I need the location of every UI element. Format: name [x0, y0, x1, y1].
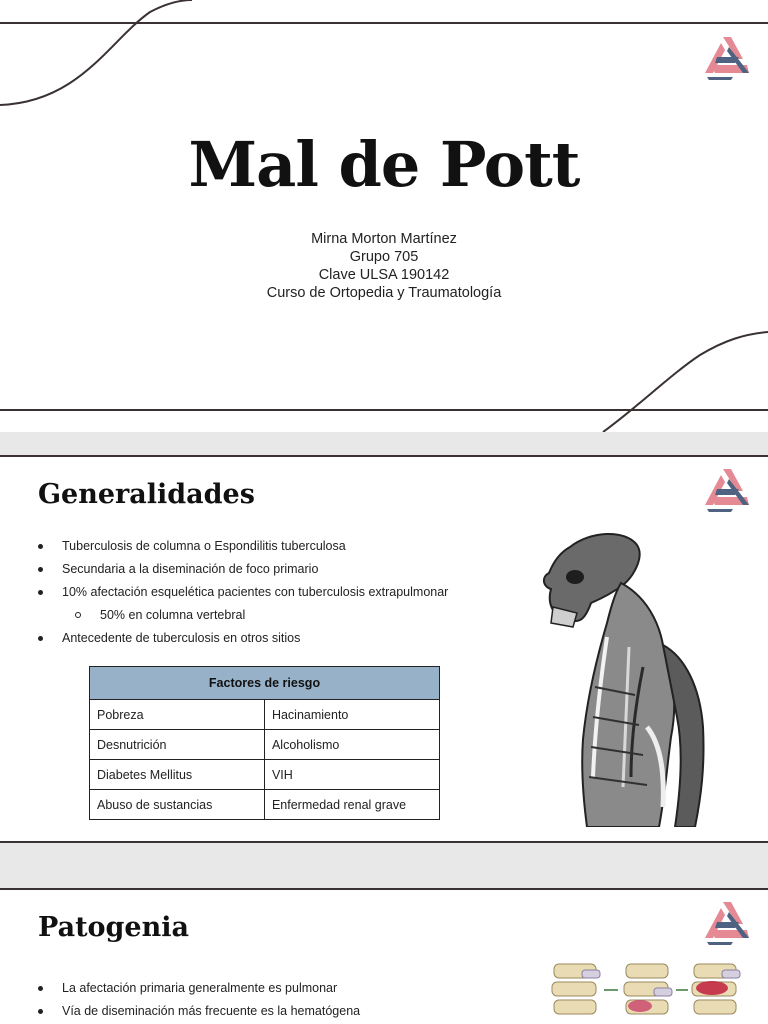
bottom-divider: [0, 841, 768, 843]
patogenia-slide: Patogenia La afectación primaria generalmente es pulmonar Vía de diseminación más frecuente es la hematógena: [0, 888, 768, 1024]
top-divider: [0, 888, 768, 890]
ulsa-logo-icon: [703, 33, 751, 81]
top-divider: [0, 455, 768, 457]
group-label: Grupo 705: [349, 249, 419, 265]
bullet-icon: [38, 544, 43, 549]
table-row: Pobreza Hacinamiento: [90, 700, 440, 730]
author-name: Mirna Morton Martínez: [311, 231, 457, 247]
table-header: Factores de riesgo: [90, 667, 440, 700]
pott-skeleton-image: [535, 527, 715, 832]
course-name: Curso de Ortopedia y Traumatología: [266, 285, 502, 301]
table-row: Desnutrición Alcoholismo: [90, 730, 440, 760]
presentation-title: Mal de Pott: [188, 128, 580, 201]
spine-diagram-image: [548, 960, 748, 1024]
bullet-icon: [38, 567, 43, 572]
section-title: Generalidades: [38, 479, 255, 510]
decorative-curves: [0, 0, 768, 432]
bullet-icon: [38, 1009, 43, 1014]
section-title: Patogenia: [38, 912, 189, 943]
student-id: Clave ULSA 190142: [318, 267, 450, 283]
table-row: Diabetes Mellitus VIH: [90, 760, 440, 790]
bullet-icon: [38, 590, 43, 595]
bullet-icon: [38, 636, 43, 641]
hollow-bullet-icon: [75, 612, 81, 618]
generalidades-slide: Generalidades Tuberculosis de columna o Espondilitis tuberculosa Secundaria a la diseminación de foco primario 10% afectación esquelética pacientes con tuberculosis extrapulmonar 50% en columna vertebral Antecedente de tuberculosis en otros sitios Factores de riesgo Pobreza Hacinamiento Desnutrición Alcoholismo Diabetes Mellitus VIH Abuso de sustancias Enfermedad renal grave: [0, 455, 768, 843]
author-info: [0, 230, 768, 302]
bullet-icon: [38, 986, 43, 991]
title-slide: [0, 0, 768, 432]
ulsa-logo-icon: [703, 898, 751, 946]
table-row: Abuso de sustancias Enfermedad renal grave: [90, 790, 440, 820]
risk-factors-table: [89, 666, 440, 820]
ulsa-logo-icon: [703, 465, 751, 513]
